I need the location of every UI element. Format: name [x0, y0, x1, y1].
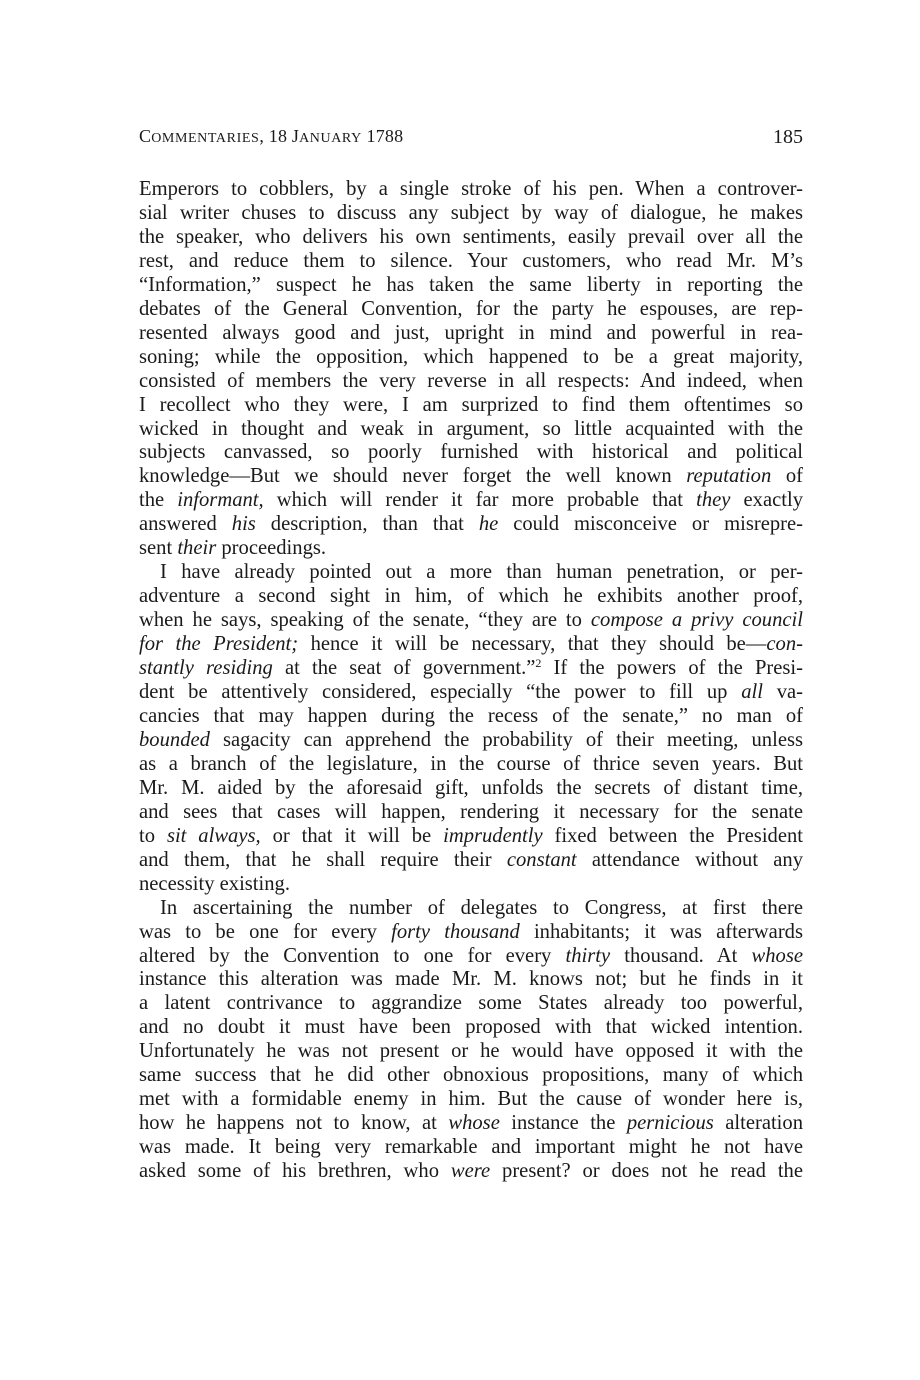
- text-line: soning; while the opposition, which happened to be a great majority,: [139, 345, 803, 368]
- text-line: to sit always, or that it will be imprudently fixed between the President: [139, 824, 803, 847]
- text-line: necessity existing.: [139, 872, 290, 895]
- text-line: and sees that cases will happen, rendering it necessary for the senate: [139, 800, 803, 823]
- text-line: Unfortunately he was not present or he would have opposed it with the: [139, 1040, 803, 1063]
- text-line: was made. It being very remarkable and important might he not have: [139, 1136, 803, 1159]
- text-line: rest, and reduce them to silence. Your customers, who read Mr. M’s: [139, 249, 803, 272]
- text-line: Mr. M. aided by the aforesaid gift, unfolds the secrets of distant time,: [139, 776, 803, 799]
- page-header: [139, 126, 803, 154]
- text-line: answered his description, than that he could misconceive or misrepre-: [139, 513, 803, 536]
- text-line: a latent contrivance to aggrandize some States already too powerful,: [139, 992, 803, 1015]
- text-line: consisted of members the very reverse in all respects: And indeed, when: [139, 369, 803, 392]
- paragraph: [139, 897, 803, 1184]
- paragraph: [139, 178, 803, 561]
- text-line: how he happens not to know, at whose instance the pernicious alteration: [139, 1112, 803, 1135]
- text-line: met with a formidable enemy in him. But the cause of wonder here is,: [139, 1088, 803, 1111]
- footnote-marker: 2: [535, 656, 542, 671]
- text-line: Emperors to cobblers, by a single stroke of his pen. When a controver-: [139, 178, 803, 200]
- text-line: same success that he did other obnoxious propositions, many of which: [139, 1064, 803, 1087]
- text-line: instance this alteration was made Mr. M. knows not; but he finds in it: [139, 968, 803, 991]
- text-line: altered by the Convention to one for every thirty thousand. At whose: [139, 944, 803, 967]
- text-line: was to be one for every forty thousand inhabitants; it was afterwards: [139, 920, 803, 943]
- text-line: sial writer chuses to discuss any subject by way of dialogue, he makes: [139, 201, 803, 224]
- text-line: and them, that he shall require their constant attendance without any: [139, 848, 803, 871]
- text-line: bounded sagacity can apprehend the probability of their meeting, unless: [139, 728, 803, 751]
- text-line: cancies that may happen during the recess of the senate,” no man of: [139, 704, 803, 727]
- text-line: as a branch of the legislature, in the course of thrice seven years. But: [139, 752, 803, 775]
- paragraph: [139, 561, 803, 896]
- text-line: dent be attentively considered, especially “the power to fill up all va-: [139, 681, 803, 704]
- book-page: [139, 126, 804, 1183]
- text-line: the speaker, who delivers his own sentiments, easily prevail over all the: [139, 225, 803, 248]
- running-head: COMMENTARIES, 18 JANUARY 1788: [139, 126, 404, 146]
- body-text: [139, 178, 803, 1184]
- text-line: resented always good and just, upright in mind and powerful in rea-: [139, 321, 803, 344]
- text-line: wicked in thought and weak in argument, so little acquainted with the: [139, 417, 803, 440]
- text-line: debates of the General Convention, for the party he espouses, are rep-: [139, 297, 803, 320]
- text-line: asked some of his brethren, who were present? or does not he read the: [139, 1160, 803, 1183]
- text-line: the informant, which will render it far more probable that they exactly: [139, 489, 803, 512]
- text-line: “Information,” suspect he has taken the same liberty in reporting the: [139, 273, 803, 296]
- text-line: adventure a second sight in him, of which he exhibits another proof,: [139, 585, 803, 608]
- text-line: knowledge—But we should never forget the well known reputation of: [139, 465, 803, 488]
- text-line: subjects canvassed, so poorly furnished with historical and political: [139, 441, 803, 464]
- text-line: sent their proceedings.: [139, 537, 327, 560]
- text-line: In ascertaining the number of delegates to Congress, at first there: [160, 896, 803, 919]
- text-line: I recollect who they were, I am surprized to find them oftentimes so: [139, 393, 803, 416]
- text-line: for the President; hence it will be necessary, that they should be—con-: [139, 633, 803, 656]
- page-number: 185: [773, 126, 803, 148]
- text-line: stantly residing at the seat of government.”$^2$ If the powers of the Presi-: [139, 656, 804, 680]
- text-line: I have already pointed out a more than human penetration, or per-: [160, 561, 803, 584]
- text-line: and no doubt it must have been proposed with that wicked intention.: [139, 1016, 803, 1039]
- text-line: when he says, speaking of the senate, “they are to compose a privy council: [139, 609, 803, 632]
